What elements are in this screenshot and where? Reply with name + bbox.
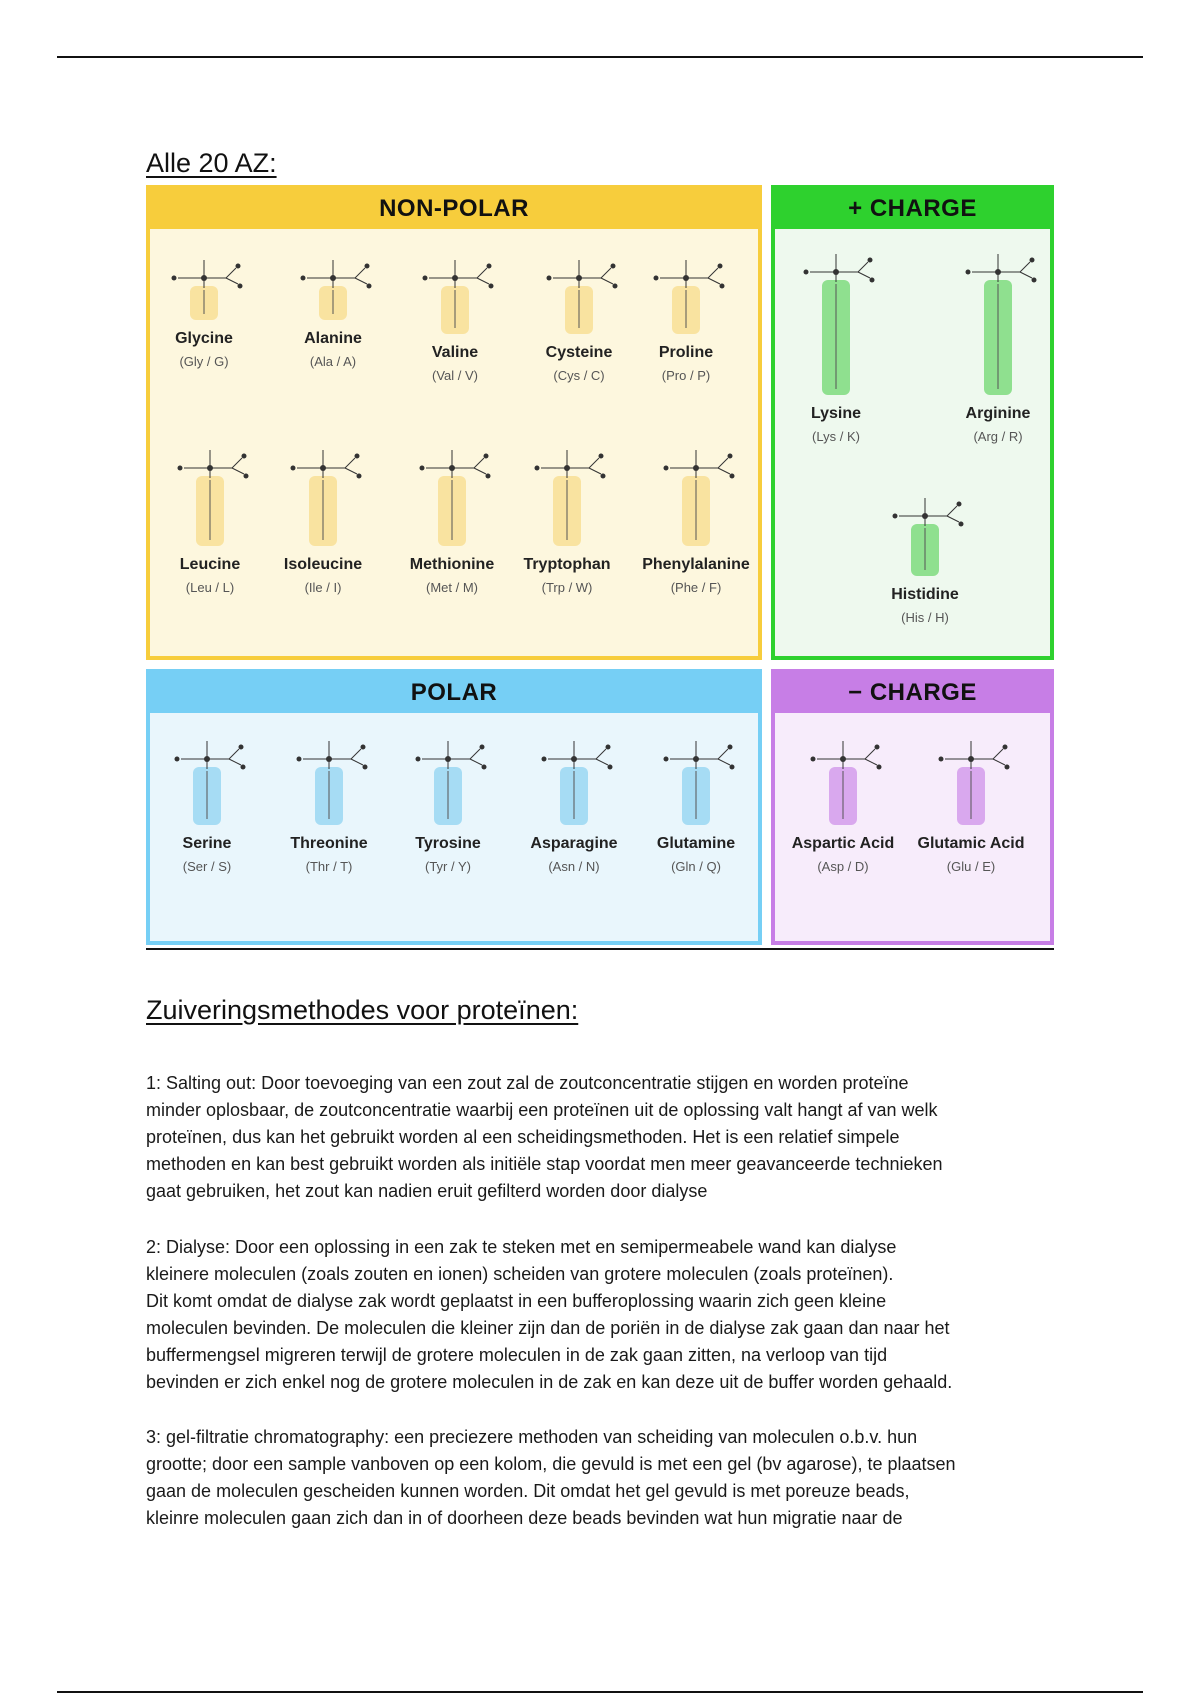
amino-acid-asparagine: [509, 737, 639, 874]
carboxylate-oxygen: [489, 284, 494, 289]
amino-acid-name: Glutamic Acid: [917, 835, 1025, 852]
bond-line: [1020, 262, 1030, 272]
bond-line: [596, 759, 608, 765]
amino-acid-abbr: (Ile / I): [304, 580, 342, 595]
amino-group: [893, 514, 898, 519]
amino-acid-abbr: (Val / V): [432, 368, 478, 383]
carboxylate-oxygen: [608, 765, 613, 770]
amino-acid-name: Asparagine: [530, 835, 618, 852]
amino-acids-heading: Alle 20 AZ:: [146, 148, 277, 178]
amino-acid-abbr: (Gly / G): [179, 354, 229, 369]
paragraph-line: 1: Salting out: Door toevoeging van een zout zal de zoutconcentratie stijgen en worden proteïne: [146, 1073, 909, 1093]
carbonyl-oxygen: [875, 745, 880, 750]
amino-group: [178, 466, 183, 471]
amino-acid-name: Glycine: [175, 330, 233, 347]
bond-line: [718, 468, 730, 474]
bond-line: [355, 278, 367, 284]
paragraph-line: grootte; door een sample vanboven op een kolom, die gevuld is met een gel (bv agarose), te plaatsen: [146, 1454, 956, 1474]
carboxylate-oxygen: [363, 765, 368, 770]
carbonyl-oxygen: [1003, 745, 1008, 750]
alpha-carbon: [833, 269, 839, 275]
bond-line: [718, 759, 730, 765]
carboxylate-oxygen: [1005, 765, 1010, 770]
carbonyl-oxygen: [728, 745, 733, 750]
amino-acid-name: Methionine: [409, 556, 495, 573]
amino-acid-threonine: [264, 737, 394, 874]
paragraph-line: kleinere moleculen (zoals zouten en ionen) scheiden van grotere moleculen (zoals proteïnen).: [146, 1264, 894, 1284]
bond-line: [232, 468, 244, 474]
threonine-structure: [281, 737, 377, 831]
carboxylate-oxygen: [1032, 278, 1037, 283]
alpha-carbon: [564, 465, 570, 471]
lysine-structure: [788, 250, 884, 401]
amino-acid-tyrosine: [383, 737, 513, 874]
paragraph-gel-filtration: [146, 1424, 1066, 1532]
amino-group: [416, 757, 421, 762]
bond-line: [601, 268, 611, 278]
alpha-carbon: [204, 756, 210, 762]
alpha-carbon: [320, 465, 326, 471]
bond-line: [470, 759, 482, 765]
glutamine-structure: [648, 737, 744, 831]
amino-acid-name: Isoleucine: [283, 556, 363, 573]
amino-acid-abbr: (Arg / R): [973, 429, 1023, 444]
bond-line: [351, 749, 361, 759]
cysteine-structure: [531, 256, 627, 340]
carbonyl-oxygen: [606, 745, 611, 750]
amino-group: [804, 270, 809, 275]
carboxylate-oxygen: [601, 474, 606, 479]
amino-group: [297, 757, 302, 762]
paragraph-line: Dit komt omdat de dialyse zak wordt geplaatst in een bufferoplossing waarin zich geen kleine: [146, 1291, 887, 1311]
amino-acid-name: Histidine: [891, 586, 959, 603]
glutamic-acid-structure: [923, 737, 1019, 831]
carboxylate-oxygen: [730, 765, 735, 770]
valine-structure: [407, 256, 503, 340]
amino-acid-alanine: [268, 256, 398, 369]
alpha-carbon: [922, 513, 928, 519]
carboxylate-oxygen: [730, 474, 735, 479]
carbonyl-oxygen: [718, 264, 723, 269]
bond-line: [226, 278, 238, 284]
amino-acid-name: Cysteine: [545, 344, 613, 361]
carbonyl-oxygen: [487, 264, 492, 269]
alpha-carbon: [452, 275, 458, 281]
amino-acid-abbr: (Cys / C): [553, 368, 605, 383]
panel-polar-title: POLAR: [150, 673, 758, 713]
bond-line: [477, 278, 489, 284]
carbonyl-oxygen: [957, 502, 962, 507]
amino-acid-abbr: (Asn / N): [548, 859, 600, 874]
amino-acid-methionine: [387, 446, 517, 595]
amino-acid-abbr: (Asp / D): [817, 859, 869, 874]
leucine-structure: [162, 446, 258, 552]
paragraph-line: gaan de moleculen gescheiden kunnen worden. Dit omdat het gel gevuld is met poreuze beads,: [146, 1481, 910, 1501]
amino-acid-proline: [621, 256, 751, 383]
alpha-carbon: [693, 756, 699, 762]
paragraph-line: minder oplosbaar, de zoutconcentratie waarbij een proteïnen uit de oplossing valt hangt af van welk: [146, 1100, 938, 1120]
tyrosine-structure: [400, 737, 496, 831]
alpha-carbon: [840, 756, 846, 762]
alpha-carbon: [683, 275, 689, 281]
alpha-carbon: [207, 465, 213, 471]
bond-line: [345, 468, 357, 474]
amino-acid-abbr: (Met / M): [426, 580, 478, 595]
paragraph-line: kleinre moleculen gaan zich dan in of doorheen deze beads bevinden wat hun migratie naar de: [146, 1508, 903, 1528]
bond-line: [470, 749, 480, 759]
bond-line: [226, 268, 236, 278]
carbonyl-oxygen: [361, 745, 366, 750]
bond-line: [477, 268, 487, 278]
amino-acid-lysine: [771, 250, 901, 444]
bond-line: [718, 749, 728, 759]
bond-line: [718, 458, 728, 468]
amino-acid-glycine: [139, 256, 269, 369]
bond-line: [229, 759, 241, 765]
carboxylate-oxygen: [613, 284, 618, 289]
carboxylate-oxygen: [238, 284, 243, 289]
amino-acid-name: Glutamine: [656, 835, 736, 852]
bond-line: [993, 749, 1003, 759]
alpha-carbon: [576, 275, 582, 281]
bond-line: [865, 759, 877, 765]
amino-acid-name: Aspartic Acid: [791, 835, 895, 852]
amino-acid-name: Threonine: [290, 835, 368, 852]
bond-line: [708, 278, 720, 284]
purification-methods-heading: Zuiveringsmethodes voor proteïnen:: [146, 995, 579, 1025]
carbonyl-oxygen: [355, 454, 360, 459]
amino-group: [175, 757, 180, 762]
panel-positive-title: + CHARGE: [775, 189, 1050, 229]
amino-group: [291, 466, 296, 471]
bond-line: [858, 272, 870, 278]
bond-line: [993, 759, 1005, 765]
bond-line: [865, 749, 875, 759]
amino-acid-abbr: (Lys / K): [812, 429, 860, 444]
serine-structure: [159, 737, 255, 831]
amino-group: [664, 466, 669, 471]
amino-acid-name: Tyrosine: [415, 835, 481, 852]
carbonyl-oxygen: [236, 264, 241, 269]
paragraph-line: moleculen bevinden. De moleculen die kleiner zijn dan de poriën in de dialyse zak gaan dan naar het: [146, 1318, 950, 1338]
paragraph-line: 3: gel-filtratie chromatography: een preciezere methoden van scheiding van moleculen o.b.v. hun: [146, 1427, 918, 1447]
amino-acid-valine: [390, 256, 520, 383]
amino-acid-abbr: (Gln / Q): [671, 859, 721, 874]
amino-acid-leucine: [145, 446, 275, 595]
amino-acid-name: Lysine: [810, 405, 862, 422]
amino-acid-name: Proline: [658, 344, 714, 361]
amino-acid-abbr: (Pro / P): [661, 368, 711, 383]
carbonyl-oxygen: [1030, 258, 1035, 263]
phenylalanine-structure: [648, 446, 744, 552]
bond-line: [474, 468, 486, 474]
alpha-carbon: [449, 465, 455, 471]
carboxylate-oxygen: [482, 765, 487, 770]
carbonyl-oxygen: [868, 258, 873, 263]
bond-line: [232, 458, 242, 468]
figure-underline: [146, 948, 1054, 950]
amino-acid-tryptophan: [502, 446, 632, 595]
carbonyl-oxygen: [480, 745, 485, 750]
amino-group: [939, 757, 944, 762]
asparagine-structure: [526, 737, 622, 831]
amino-acid-abbr: (Trp / W): [541, 580, 593, 595]
alpha-carbon: [445, 756, 451, 762]
carbonyl-oxygen: [728, 454, 733, 459]
amino-acid-serine: [142, 737, 272, 874]
paragraph-line: bevinden er zich enkel nog de grotere moleculen in de zak en kan deze uit de buffer worden gehaald.: [146, 1372, 953, 1392]
carbonyl-oxygen: [242, 454, 247, 459]
paragraph-line: methoden en kan best gebruikt worden als initiële stap voordat men meer geavanceerde technieken: [146, 1154, 943, 1174]
carboxylate-oxygen: [486, 474, 491, 479]
isoleucine-structure: [275, 446, 371, 552]
carbonyl-oxygen: [484, 454, 489, 459]
bond-line: [355, 268, 365, 278]
amino-acid-aspartic-acid: [778, 737, 908, 874]
tryptophan-structure: [519, 446, 615, 552]
paragraph-line: gaat gebruiken, het zout kan nadien eruit gefilterd worden door dialyse: [146, 1181, 708, 1201]
carboxylate-oxygen: [870, 278, 875, 283]
amino-acid-abbr: (Glu / E): [946, 859, 996, 874]
carbonyl-oxygen: [611, 264, 616, 269]
carbonyl-oxygen: [599, 454, 604, 459]
paragraph-line: buffermengsel migreren terwijl de grotere moleculen in de zak gaan zitten, na verloop van tijd: [146, 1345, 888, 1365]
amino-acid-glutamine: [631, 737, 761, 874]
carboxylate-oxygen: [244, 474, 249, 479]
carbonyl-oxygen: [239, 745, 244, 750]
amino-group: [654, 276, 659, 281]
amino-acid-isoleucine: [258, 446, 388, 595]
bond-line: [589, 458, 599, 468]
bond-line: [858, 262, 868, 272]
bond-line: [947, 516, 959, 522]
bond-line: [345, 458, 355, 468]
carbonyl-oxygen: [365, 264, 370, 269]
carboxylate-oxygen: [357, 474, 362, 479]
bond-line: [474, 458, 484, 468]
alpha-carbon: [968, 756, 974, 762]
bond-line: [596, 749, 606, 759]
carboxylate-oxygen: [367, 284, 372, 289]
alpha-carbon: [693, 465, 699, 471]
methionine-structure: [404, 446, 500, 552]
bond-line: [589, 468, 601, 474]
alpha-carbon: [201, 275, 207, 281]
carboxylate-oxygen: [720, 284, 725, 289]
amino-group: [664, 757, 669, 762]
carboxylate-oxygen: [959, 522, 964, 527]
arginine-structure: [950, 250, 1046, 401]
alpha-carbon: [330, 275, 336, 281]
amino-group: [301, 276, 306, 281]
amino-acid-name: Tryptophan: [523, 556, 611, 573]
amino-group: [172, 276, 177, 281]
amino-group: [811, 757, 816, 762]
bond-line: [351, 759, 363, 765]
amino-group: [542, 757, 547, 762]
bottom-page-rule: [57, 1691, 1143, 1693]
amino-group: [535, 466, 540, 471]
bond-line: [1020, 272, 1032, 278]
amino-acid-abbr: (Ala / A): [309, 354, 357, 369]
alpha-carbon: [571, 756, 577, 762]
bond-line: [947, 506, 957, 516]
amino-acid-abbr: (Ser / S): [182, 859, 232, 874]
amino-acid-histidine: [860, 494, 990, 625]
amino-acid-abbr: (His / H): [901, 610, 949, 625]
amino-acid-phenylalanine: [631, 446, 761, 595]
amino-acid-name: Alanine: [304, 330, 362, 347]
amino-acid-name: Arginine: [965, 405, 1031, 422]
amino-acid-abbr: (Tyr / Y): [425, 859, 471, 874]
amino-group: [966, 270, 971, 275]
amino-group: [420, 466, 425, 471]
bond-line: [708, 268, 718, 278]
amino-acid-abbr: (Thr / T): [305, 859, 353, 874]
aspartic-acid-structure: [795, 737, 891, 831]
amino-group: [547, 276, 552, 281]
paragraph-line: 2: Dialyse: Door een oplossing in een zak te steken met en semipermeabele wand kan dialyse: [146, 1237, 897, 1257]
amino-acid-name: Leucine: [179, 556, 241, 573]
bond-line: [601, 278, 613, 284]
glycine-structure: [156, 256, 252, 326]
alanine-structure: [285, 256, 381, 326]
bond-line: [229, 749, 239, 759]
top-page-rule: [57, 56, 1143, 58]
panel-nonpolar-title: NON-POLAR: [150, 189, 758, 229]
amino-acid-name: Valine: [431, 344, 479, 361]
carboxylate-oxygen: [241, 765, 246, 770]
amino-group: [423, 276, 428, 281]
amino-acid-abbr: (Phe / F): [670, 580, 722, 595]
alpha-carbon: [995, 269, 1001, 275]
alpha-carbon: [326, 756, 332, 762]
proline-structure: [638, 256, 734, 340]
amino-acid-arginine: [933, 250, 1063, 444]
amino-acid-abbr: (Leu / L): [185, 580, 235, 595]
panel-negative-title: − CHARGE: [775, 673, 1050, 713]
amino-acid-glutamic-acid: [906, 737, 1036, 874]
paragraph-line: proteïnen, dus kan het gebruikt worden al een scheidingsmethoden. Het is een relatief simpele: [146, 1127, 900, 1147]
carboxylate-oxygen: [877, 765, 882, 770]
paragraph-dialyse: [146, 1234, 1066, 1396]
paragraph-salting-out: [146, 1070, 1066, 1205]
amino-acid-name: Serine: [182, 835, 232, 852]
histidine-structure: [877, 494, 973, 582]
amino-acid-name: Phenylalanine: [642, 556, 750, 573]
